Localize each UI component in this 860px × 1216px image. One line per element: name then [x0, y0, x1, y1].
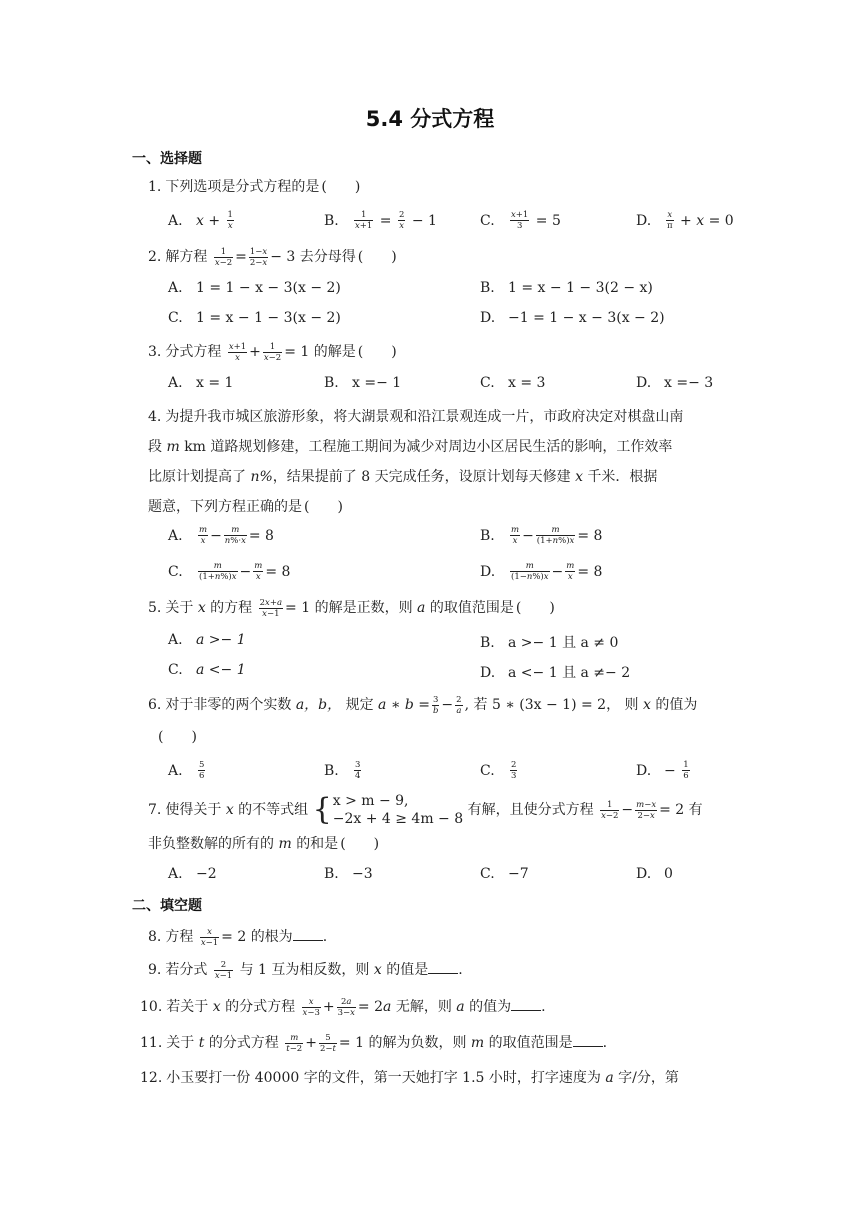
question-6-paren: ( ): [158, 729, 197, 745]
q7-option-b: B. −3: [324, 866, 373, 882]
q1-option-d: D. $\frac{x}{\pi}$ + x = 0: [636, 210, 734, 231]
question-6: 6. 对于非零的两个实数 a，b， 规定 a ∗ b = $\frac{3}{b}$ − $\frac{2}{a}$ , 若 5 ∗ (3x − 1) = 2， 则 x 的值为: [148, 694, 698, 716]
question-4: 4. 为提升我市城区旅游形象，将大湖景观和沿江景观连成一片，市政府决定对棋盘山南 段 m km 道路规划修建，工程施工期间为减少对周边小区居民生活的影响，工作效率 比原计划提高了 n%，结果提前了 8 天完成任务，设原计划每天修建 x 千米．根据 题意，下列方程正确的是 ( ): [148, 409, 684, 515]
q1-option-b: B. $\frac{1}{x+1}$ = $\frac{2}{x}$ − 1: [324, 210, 437, 231]
question-11: 11. 关于 t 的分式方程 $\frac{m}{t-2}$ + $\frac{5}{2-t}$ = 1 的解为负数，则 m 的取值范围是 .: [140, 1032, 608, 1054]
q6-option-c: C. $\frac{2}{3}$: [480, 760, 517, 781]
question-3: 3. 分式方程 $\frac{x+1}{x}$ + $\frac{1}{x-2}$ = 1 的解是 ( ): [148, 341, 397, 363]
question-8: 8. 方程 $\frac{x}{x-1}$ = 2 的根为 .: [148, 926, 328, 948]
answer-blank: [428, 961, 458, 974]
q2-option-b: B. 1 = x − 1 − 3(2 − x): [480, 280, 653, 296]
q2-option-c: C. 1 = x − 1 − 3(x − 2): [168, 310, 341, 326]
page-title: 5.4 分式方程: [365, 107, 495, 131]
q5-option-b: B. a >− 1 且 a ≠ 0: [480, 635, 619, 651]
q4-option-b: B. $\frac{m}{x}$ − $\frac{m}{(1+n\%)x}$ = 8: [480, 525, 603, 546]
q3-option-d: D. x =− 3: [636, 375, 714, 391]
question-1: 1. 下列选项是分式方程的是 ( ): [148, 179, 361, 195]
q5-option-a: A. a >− 1: [168, 632, 246, 648]
q4-option-c: C. $\frac{m}{(1+n\%)x}$ − $\frac{m}{x}$ = 8: [168, 561, 291, 582]
q4-option-d: D. $\frac{m}{(1-n\%)x}$ − $\frac{m}{x}$ = 8: [480, 561, 603, 582]
question-5: 5. 关于 x 的方程 $\frac{2x+a}{x-1}$ = 1 的解是正数，则 a 的取值范围是 ( ): [148, 597, 555, 619]
section-heading-choice: 一、选择题: [132, 151, 202, 167]
q3-option-a: A. x = 1: [168, 375, 234, 391]
q4-option-a: A. $\frac{m}{x}$ − $\frac{m}{n\%\cdot x}$ = 8: [168, 525, 274, 546]
question-9: 9. 若分式 $\frac{2}{x-1}$ 与 1 互为相反数，则 x 的值是 .: [148, 959, 463, 981]
q3-option-b: B. x =− 1: [324, 375, 402, 391]
q2-option-d: D. −1 = 1 − x − 3(x − 2): [480, 310, 665, 326]
q5-option-d: D. a <− 1 且 a ≠− 2: [480, 665, 631, 681]
q6-option-a: A. $\frac{5}{6}$: [168, 760, 205, 781]
question-2: 2. 解方程 $\frac{1}{x-2}$ = $\frac{1-x}{2-x}$ − 3 去分母得 ( ): [148, 246, 397, 268]
q1-option-c: C. $\frac{x+1}{3}$ = 5: [480, 210, 561, 231]
q7-option-c: C. −7: [480, 866, 529, 882]
answer-blank: [573, 1034, 603, 1047]
question-12: 12. 小玉要打一份 40000 字的文件，第一天她打字 1.5 小时，打字速度为 a 字/分，第: [140, 1070, 679, 1086]
q1-option-a: A. x + $\frac{1}{x}$: [168, 210, 233, 231]
question-7-line2: 非负整数解的所有的 m 的和是 ( ): [148, 836, 380, 852]
q6-option-b: B. $\frac{3}{4}$: [324, 760, 361, 781]
q3-option-c: C. x = 3: [480, 375, 546, 391]
q6-option-d: D. − $\frac{1}{6}$: [636, 760, 689, 781]
q7-option-d: D. 0: [636, 866, 673, 882]
q2-option-a: A. 1 = 1 − x − 3(x − 2): [168, 280, 341, 296]
q7-option-a: A. −2: [168, 866, 217, 882]
answer-blank: [511, 998, 541, 1011]
q5-option-c: C. a <− 1: [168, 662, 246, 678]
section-heading-fill: 二、填空题: [132, 898, 202, 914]
answer-blank: [293, 928, 323, 941]
question-7: 7. 使得关于 x 的不等式组 { x > m − 9, −2x + 4 ≥ 4m − 8 有解，且使分式方程 $\frac{1}{x-2}$ − $\frac{m-x}{2-x}$ = 2 有: [148, 792, 703, 827]
question-10: 10. 若关于 x 的分式方程 $\frac{x}{x-3}$ + $\frac{2a}{3-x}$ = 2a 无解，则 a 的值为 .: [140, 996, 546, 1018]
